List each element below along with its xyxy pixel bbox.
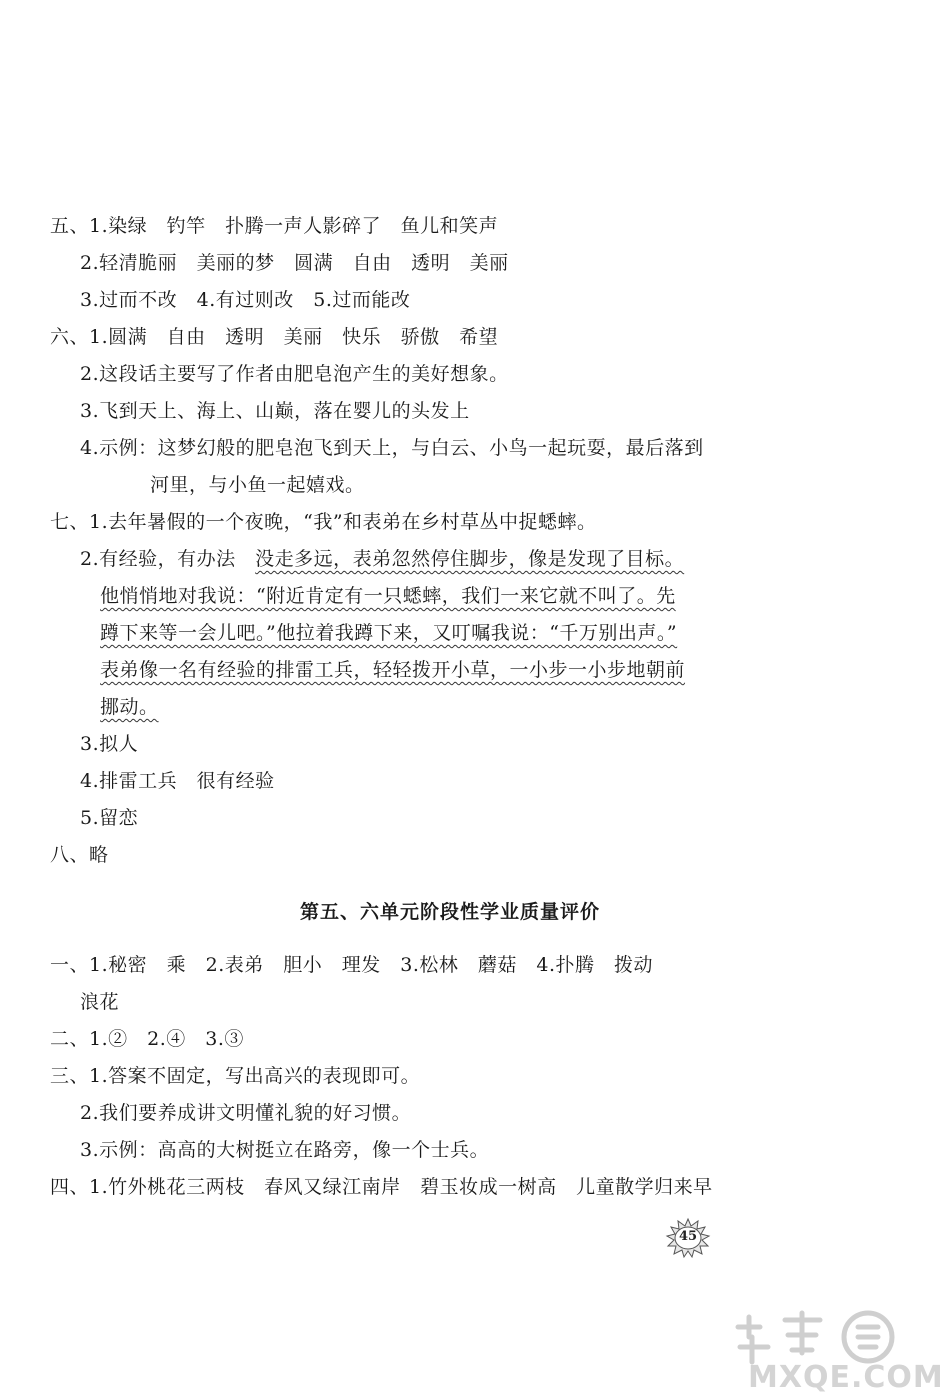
- answer-line: 2.我们要养成讲文明懂礼貌的好习惯。: [80, 1102, 412, 1124]
- answer-line: 3.拟人: [80, 733, 139, 755]
- answer-line: [80, 547, 684, 571]
- answer-line: 浪花: [80, 991, 120, 1013]
- underlined-quote: 蹲下来等一会儿吧。”他拉着我蹲下来，又叮嘱我说：“千万别出声。”: [100, 622, 678, 644]
- answer-line: 3.过而不改 4.有过则改 5.过而能改: [80, 289, 411, 311]
- answer-prefix: 2.有经验，有办法: [80, 548, 256, 570]
- underlined-quote: 他悄悄地对我说：“附近肯定有一只蟋蟀，我们一来它就不叫了。先: [100, 585, 676, 607]
- answer-line: 三、1.答案不固定，写出高兴的表现即可。: [50, 1065, 421, 1087]
- underlined-quote: 挪动。: [100, 696, 159, 718]
- answer-line: 七、1.去年暑假的一个夜晚，“我”和表弟在乡村草丛中捉蟋蟀。: [50, 511, 597, 533]
- page-number: 45: [678, 1229, 698, 1244]
- answer-line: 八、略: [50, 844, 109, 866]
- answer-line: 一、1.秘密 乘 2.表弟 胆小 理发 3.松林 蘑菇 4.扑腾 拨动: [50, 954, 654, 976]
- answer-line: 二、1.② 2.④ 3.③: [50, 1028, 244, 1050]
- section-heading: 第五、六单元阶段性学业质量评价: [299, 901, 600, 923]
- answer-line: 4.排雷工兵 很有经验: [80, 770, 275, 792]
- answer-line: 六、1.圆满 自由 透明 美丽 快乐 骄傲 希望: [50, 326, 499, 348]
- answer-line: 3.飞到天上、海上、山巅，落在婴儿的头发上: [80, 400, 470, 422]
- answer-line: 4.示例：这梦幻般的肥皂泡飞到天上，与白云、小鸟一起玩耍，最后落到: [80, 437, 704, 459]
- answer-line: 5.留恋: [80, 807, 139, 829]
- answer-line: 五、1.染绿 钓竿 扑腾一声人影碎了 鱼儿和笑声: [50, 215, 499, 237]
- underlined-quote: 表弟像一名有经验的排雷工兵，轻轻拨开小草，一小步一小步地朝前: [100, 659, 686, 681]
- underlined-quote: 没走多远，表弟忽然停住脚步，像是发现了目标。: [255, 548, 685, 570]
- page-number-badge: [664, 1218, 712, 1258]
- answer-line: 2.轻清脆丽 美丽的梦 圆满 自由 透明 美丽: [80, 252, 509, 274]
- answer-line: 河里，与小鱼一起嬉戏。: [150, 474, 365, 496]
- watermark-text: MXQE.COM: [748, 1360, 944, 1395]
- answer-line: 3.示例：高高的大树挺立在路旁，像一个士兵。: [80, 1139, 490, 1161]
- answer-line: 四、1.竹外桃花三两枝 春风又绿江南岸 碧玉妆成一树高 儿童散学归来早: [50, 1176, 713, 1198]
- answer-line: 2.这段话主要写了作者由肥皂泡产生的美好想象。: [80, 363, 509, 385]
